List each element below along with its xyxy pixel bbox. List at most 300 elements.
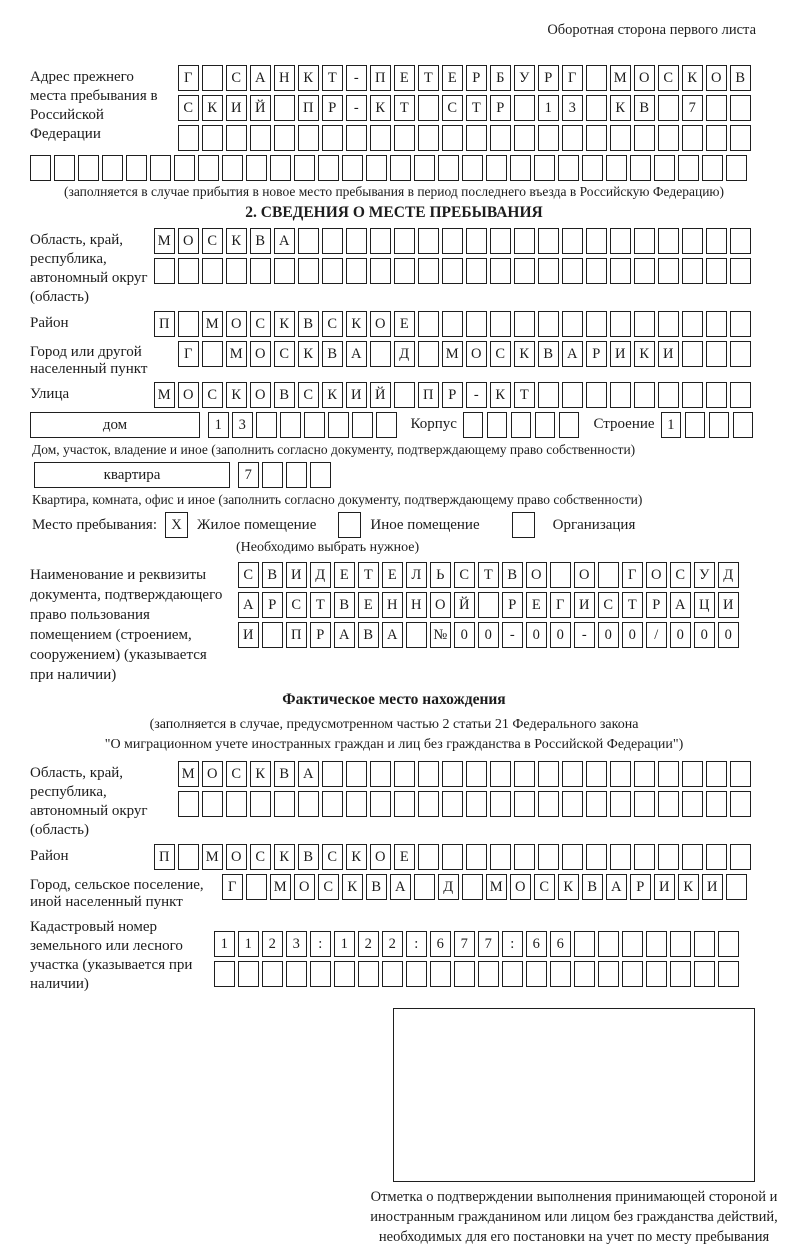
char-cell <box>346 228 367 254</box>
fact-gorod-row <box>222 874 747 900</box>
char-cell: У <box>514 65 535 91</box>
prev-address-caption: (заполняется в случае прибытия в новое место пребывания в период последнего въезда в Российскую Федерацию) <box>63 184 725 199</box>
char-cell <box>634 791 655 817</box>
stroenie-cells <box>661 412 754 438</box>
char-cell: М <box>226 341 247 367</box>
char-cell <box>150 155 171 181</box>
char-cell <box>478 961 499 987</box>
char-cell <box>394 228 415 254</box>
char-cell: 1 <box>214 931 235 957</box>
char-cell <box>730 791 751 817</box>
char-cell: Е <box>358 592 379 618</box>
char-cell <box>154 258 175 284</box>
char-cell <box>178 311 199 337</box>
char-cell <box>538 844 559 870</box>
char-cell <box>382 961 403 987</box>
char-cell: О <box>430 592 451 618</box>
char-cell: 0 <box>550 622 571 648</box>
char-cell <box>538 125 559 151</box>
char-cell <box>726 155 747 181</box>
char-cell <box>394 382 415 408</box>
char-cell <box>370 125 391 151</box>
char-cell: / <box>646 622 667 648</box>
char-cell <box>658 844 679 870</box>
char-cell: С <box>598 592 619 618</box>
kadastr-row-2 <box>214 961 739 987</box>
char-cell: С <box>226 65 247 91</box>
char-cell: Н <box>274 65 295 91</box>
char-cell <box>370 791 391 817</box>
other-premises-label: Иное помещение <box>370 516 480 533</box>
char-cell <box>30 155 51 181</box>
char-cell: М <box>154 382 175 408</box>
char-cell: В <box>262 562 283 588</box>
char-cell: Г <box>550 592 571 618</box>
char-cell <box>682 761 703 787</box>
char-cell <box>562 761 583 787</box>
prev-address-rows <box>178 65 751 151</box>
char-cell <box>328 412 349 438</box>
char-cell <box>682 311 703 337</box>
char-cell <box>406 622 427 648</box>
char-cell: С <box>202 382 223 408</box>
char-cell: А <box>562 341 583 367</box>
char-cell <box>430 961 451 987</box>
char-cell: В <box>502 562 523 588</box>
char-cell <box>418 341 439 367</box>
char-cell <box>718 931 739 957</box>
fact-note-1: (заполняется в случае, предусмотренном частью 2 статьи 21 Федерального закона <box>149 717 639 732</box>
char-cell <box>730 311 751 337</box>
char-cell <box>538 258 559 284</box>
char-cell <box>730 761 751 787</box>
char-cell: И <box>718 592 739 618</box>
char-cell <box>466 311 487 337</box>
char-cell <box>418 761 439 787</box>
char-cell <box>586 258 607 284</box>
char-cell: М <box>486 874 507 900</box>
char-cell <box>550 562 571 588</box>
char-cell: 3 <box>562 95 583 121</box>
char-cell <box>682 341 703 367</box>
char-cell: Д <box>438 874 459 900</box>
char-cell <box>238 961 259 987</box>
char-cell <box>442 125 463 151</box>
char-cell: Д <box>394 341 415 367</box>
fact-oblast-row-1 <box>178 761 751 787</box>
char-cell <box>438 155 459 181</box>
char-cell: 0 <box>622 622 643 648</box>
char-cell <box>610 761 631 787</box>
char-cell: К <box>274 311 295 337</box>
char-cell <box>658 761 679 787</box>
char-cell: Т <box>418 65 439 91</box>
char-cell <box>562 791 583 817</box>
char-cell: С <box>322 844 343 870</box>
char-cell <box>694 961 715 987</box>
char-cell: В <box>250 228 271 254</box>
char-cell <box>658 258 679 284</box>
kadastr-label: Кадастровый номер земельного или лесного участка (указывается при наличии) <box>30 919 193 992</box>
char-cell <box>250 258 271 284</box>
char-cell: Л <box>406 562 427 588</box>
char-cell <box>562 382 583 408</box>
char-cell <box>390 155 411 181</box>
kadastr-rows <box>214 915 739 987</box>
char-cell <box>366 155 387 181</box>
char-cell <box>726 874 747 900</box>
char-cell: Р <box>262 592 283 618</box>
char-cell <box>298 228 319 254</box>
char-cell <box>442 258 463 284</box>
stay-place-row <box>32 512 758 538</box>
char-cell: 1 <box>238 931 259 957</box>
char-cell <box>610 228 631 254</box>
char-cell <box>706 761 727 787</box>
char-cell <box>342 155 363 181</box>
other-premises-checkbox <box>338 512 361 538</box>
char-cell <box>406 961 427 987</box>
char-cell <box>606 155 627 181</box>
char-cell <box>310 961 331 987</box>
char-cell <box>490 228 511 254</box>
char-cell: Т <box>478 562 499 588</box>
fact-oblast-rows <box>178 761 751 817</box>
char-cell: И <box>654 874 675 900</box>
char-cell <box>702 155 723 181</box>
document-row-1 <box>238 562 739 588</box>
char-cell <box>733 412 754 438</box>
char-cell: Р <box>442 382 463 408</box>
char-cell <box>262 961 283 987</box>
gorod-block <box>30 341 758 378</box>
char-cell: К <box>490 382 511 408</box>
char-cell: 2 <box>358 931 379 957</box>
apartment-type-box-label: квартира <box>103 466 161 483</box>
char-cell: Т <box>358 562 379 588</box>
char-cell <box>562 228 583 254</box>
char-cell <box>610 844 631 870</box>
char-cell <box>706 125 727 151</box>
char-cell: С <box>250 844 271 870</box>
char-cell: С <box>226 761 247 787</box>
char-cell: Й <box>370 382 391 408</box>
char-cell: В <box>358 622 379 648</box>
char-cell <box>322 258 343 284</box>
char-cell <box>682 228 703 254</box>
ulitsa-label: Улица <box>30 386 70 402</box>
char-cell: А <box>390 874 411 900</box>
char-cell <box>634 761 655 787</box>
char-cell <box>514 311 535 337</box>
char-cell: О <box>634 65 655 91</box>
char-cell: О <box>466 341 487 367</box>
char-cell: В <box>538 341 559 367</box>
char-cell <box>634 125 655 151</box>
char-cell: С <box>286 592 307 618</box>
oblast-rows <box>154 228 751 284</box>
char-cell <box>730 844 751 870</box>
char-cell <box>538 311 559 337</box>
char-cell <box>466 258 487 284</box>
char-cell: О <box>250 382 271 408</box>
char-cell <box>304 412 325 438</box>
char-cell: Е <box>382 562 403 588</box>
char-cell <box>685 412 706 438</box>
char-cell <box>256 412 277 438</box>
char-cell: 0 <box>454 622 475 648</box>
char-cell: : <box>502 931 523 957</box>
char-cell <box>514 258 535 284</box>
char-cell: 0 <box>478 622 499 648</box>
char-cell: 3 <box>286 931 307 957</box>
char-cell <box>706 95 727 121</box>
char-cell: П <box>154 311 175 337</box>
char-cell <box>706 258 727 284</box>
char-cell: 0 <box>526 622 547 648</box>
char-cell: И <box>658 341 679 367</box>
char-cell <box>466 844 487 870</box>
char-cell <box>490 258 511 284</box>
stroenie-label: Строение <box>593 416 655 432</box>
char-cell: К <box>274 844 295 870</box>
char-cell <box>418 311 439 337</box>
char-cell: 1 <box>661 412 682 438</box>
organization-label: Организация <box>552 516 636 533</box>
char-cell <box>270 155 291 181</box>
char-cell <box>586 844 607 870</box>
char-cell <box>274 95 295 121</box>
char-cell: О <box>574 562 595 588</box>
char-cell <box>622 961 643 987</box>
char-cell: 3 <box>232 412 253 438</box>
char-cell: И <box>286 562 307 588</box>
char-cell <box>178 125 199 151</box>
char-cell <box>322 791 343 817</box>
char-cell <box>586 65 607 91</box>
char-cell <box>226 791 247 817</box>
char-cell <box>78 155 99 181</box>
char-cell: К <box>202 95 223 121</box>
char-cell <box>654 155 675 181</box>
char-cell <box>490 125 511 151</box>
char-cell: В <box>582 874 603 900</box>
char-cell <box>582 155 603 181</box>
char-cell: В <box>298 844 319 870</box>
char-cell <box>586 228 607 254</box>
char-cell: Р <box>586 341 607 367</box>
char-cell: А <box>274 228 295 254</box>
char-cell <box>462 155 483 181</box>
char-cell <box>202 258 223 284</box>
char-cell: В <box>274 761 295 787</box>
char-cell: К <box>298 65 319 91</box>
char-cell: К <box>298 341 319 367</box>
section2-title: 2. СВЕДЕНИЯ О МЕСТЕ ПРЕБЫВАНИЯ <box>245 204 543 221</box>
char-cell <box>730 125 751 151</box>
prev-address-block <box>30 65 758 151</box>
char-cell: Ц <box>694 592 715 618</box>
char-cell: Г <box>622 562 643 588</box>
char-cell <box>202 125 223 151</box>
char-cell: 0 <box>598 622 619 648</box>
apartment-number-cells <box>238 462 331 488</box>
fact-gorod-label: Город, сельское поселение, иной населенный пункт <box>30 877 204 910</box>
char-cell: К <box>678 874 699 900</box>
char-cell <box>610 258 631 284</box>
char-cell <box>394 125 415 151</box>
char-cell: К <box>226 228 247 254</box>
korpus-label: Корпус <box>410 416 457 432</box>
char-cell <box>586 95 607 121</box>
char-cell: Т <box>310 592 331 618</box>
fact-raion-block <box>30 844 758 870</box>
char-cell <box>730 382 751 408</box>
char-cell: Р <box>630 874 651 900</box>
char-cell <box>274 791 295 817</box>
char-cell <box>510 155 531 181</box>
gorod-label: Город или другой населенный пункт <box>30 344 148 377</box>
char-cell: С <box>318 874 339 900</box>
char-cell: С <box>670 562 691 588</box>
char-cell <box>658 95 679 121</box>
char-cell: С <box>534 874 555 900</box>
char-cell <box>586 791 607 817</box>
char-cell <box>376 412 397 438</box>
char-cell <box>198 155 219 181</box>
char-cell <box>346 258 367 284</box>
char-cell: Т <box>394 95 415 121</box>
char-cell: 2 <box>262 931 283 957</box>
char-cell <box>730 228 751 254</box>
char-cell <box>298 125 319 151</box>
document-block <box>30 562 758 685</box>
char-cell <box>682 382 703 408</box>
char-cell <box>466 228 487 254</box>
house-number-cells <box>208 412 397 438</box>
apartment-type-box <box>34 462 230 488</box>
document-label: Наименование и реквизиты документа, подтверждающего право пользования помещением (строением, сооружением) (указывается при наличии) <box>30 567 223 683</box>
char-cell <box>598 961 619 987</box>
char-cell: У <box>694 562 715 588</box>
char-cell: 2 <box>382 931 403 957</box>
char-cell <box>514 844 535 870</box>
char-cell <box>682 844 703 870</box>
oblast-row-2 <box>154 258 751 284</box>
char-cell: Е <box>442 65 463 91</box>
char-cell <box>586 382 607 408</box>
char-cell: М <box>442 341 463 367</box>
char-cell: П <box>286 622 307 648</box>
fact-title: Фактическое место нахождения <box>282 691 506 708</box>
char-cell: Д <box>718 562 739 588</box>
char-cell: О <box>226 311 247 337</box>
char-cell <box>414 155 435 181</box>
char-cell <box>634 258 655 284</box>
char-cell: П <box>370 65 391 91</box>
char-cell <box>490 761 511 787</box>
char-cell: Т <box>322 65 343 91</box>
oblast-row-1 <box>154 228 751 254</box>
char-cell: Р <box>310 622 331 648</box>
char-cell <box>658 311 679 337</box>
char-cell: Г <box>562 65 583 91</box>
char-cell: Й <box>250 95 271 121</box>
char-cell <box>322 125 343 151</box>
char-cell <box>610 382 631 408</box>
char-cell <box>202 341 223 367</box>
char-cell: В <box>634 95 655 121</box>
char-cell <box>442 311 463 337</box>
char-cell <box>730 258 751 284</box>
char-cell: 7 <box>454 931 475 957</box>
char-cell <box>280 412 301 438</box>
char-cell: Р <box>466 65 487 91</box>
char-cell: 6 <box>550 931 571 957</box>
char-cell <box>490 791 511 817</box>
char-cell <box>310 462 331 488</box>
char-cell <box>418 258 439 284</box>
char-cell <box>486 155 507 181</box>
kadastr-row-1 <box>214 931 739 957</box>
char-cell <box>630 155 651 181</box>
char-cell: 7 <box>682 95 703 121</box>
char-cell <box>174 155 195 181</box>
char-cell: В <box>366 874 387 900</box>
char-cell: В <box>298 311 319 337</box>
char-cell: : <box>406 931 427 957</box>
char-cell: К <box>558 874 579 900</box>
char-cell <box>562 311 583 337</box>
char-cell: И <box>610 341 631 367</box>
residential-checkbox: X <box>165 512 188 538</box>
char-cell <box>202 65 223 91</box>
char-cell <box>535 412 556 438</box>
char-cell: В <box>334 592 355 618</box>
char-cell: А <box>334 622 355 648</box>
char-cell <box>559 412 580 438</box>
char-cell: Г <box>222 874 243 900</box>
char-cell <box>250 791 271 817</box>
char-cell: 1 <box>208 412 229 438</box>
korpus-cells <box>463 412 580 438</box>
char-cell <box>370 341 391 367</box>
fact-oblast-block <box>30 761 758 840</box>
char-cell: О <box>370 311 391 337</box>
char-cell <box>511 412 532 438</box>
char-cell: А <box>298 761 319 787</box>
char-cell <box>634 382 655 408</box>
document-row-2 <box>238 592 739 618</box>
char-cell <box>346 761 367 787</box>
char-cell: Е <box>394 311 415 337</box>
char-cell: С <box>442 95 463 121</box>
char-cell: К <box>634 341 655 367</box>
char-cell <box>538 761 559 787</box>
char-cell <box>634 228 655 254</box>
char-cell <box>466 761 487 787</box>
document-row-3 <box>238 622 739 648</box>
residential-label: Жилое помещение <box>197 516 317 533</box>
house-type-box <box>30 412 200 438</box>
stay-place-note: (Необходимо выбрать нужное) <box>236 540 420 555</box>
char-cell <box>610 125 631 151</box>
char-cell: Е <box>526 592 547 618</box>
char-cell <box>706 382 727 408</box>
char-cell <box>706 791 727 817</box>
char-cell: О <box>250 341 271 367</box>
char-cell: О <box>646 562 667 588</box>
